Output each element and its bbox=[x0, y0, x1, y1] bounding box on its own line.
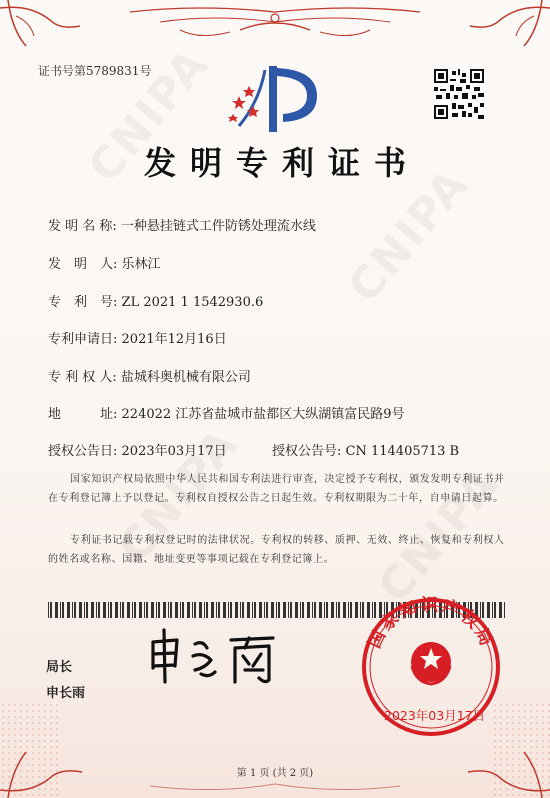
body-paragraph-1: 国家知识产权局依照中华人民共和国专利法进行审查，决定授予专利权，颁发发明专利证书并在专利登记簿上予以登记。专利权自授权公告之日起生效。专利权期限为二十年，自申请日起算。 bbox=[48, 474, 505, 504]
field-value: 2023年03月17日 bbox=[121, 444, 227, 459]
field-patentee bbox=[48, 366, 251, 385]
seal-date: 2023年03月17日 bbox=[384, 708, 486, 723]
signature-name: 申长雨 bbox=[46, 686, 86, 701]
signature-title: 局长 bbox=[46, 660, 73, 675]
field-address bbox=[48, 403, 405, 422]
qr-code-icon bbox=[434, 69, 484, 119]
field-grant-number bbox=[272, 440, 459, 459]
field-label: 授权公告号: bbox=[272, 444, 342, 459]
field-label: 发 明 名 称: bbox=[48, 219, 117, 234]
field-value: 盐城科奥机械有限公司 bbox=[120, 370, 251, 385]
body-paragraph-2: 专利证书记载专利权登记时的法律状况。专利权的转移、质押、无效、终止、恢复和专利权人的姓名或名称、国籍、地址变更等事项记载在专利登记簿上。 bbox=[48, 535, 505, 565]
page-indicator: 第 1 页 (共 2 页) bbox=[236, 768, 314, 779]
handwritten-signature bbox=[145, 626, 285, 686]
field-value: 乐林江 bbox=[121, 257, 161, 272]
field-label: 地 址: bbox=[48, 407, 118, 422]
field-application-date bbox=[48, 328, 227, 347]
field-inventor bbox=[48, 253, 161, 272]
field-value: CN 114405713 B bbox=[345, 444, 460, 459]
field-invention-name bbox=[48, 215, 316, 234]
field-label: 专利申请日: bbox=[48, 332, 118, 347]
field-label: 授权公告日: bbox=[48, 444, 118, 459]
field-value: 一种悬挂链式工件防锈处理流水线 bbox=[120, 219, 316, 234]
certificate-number: 证书号第5789831号 bbox=[38, 64, 152, 78]
field-value: ZL 2021 1 1542930.6 bbox=[121, 295, 264, 310]
certificate-title: 发明专利证书 bbox=[143, 144, 420, 182]
national-emblem-icon bbox=[411, 642, 451, 684]
field-label: 发 明 人: bbox=[48, 257, 118, 272]
field-patent-number bbox=[48, 291, 263, 310]
field-grant-date bbox=[48, 440, 227, 459]
field-value: 224022 江苏省盐城市盐都区大纵湖镇富民路9号 bbox=[121, 407, 405, 422]
field-value: 2021年12月16日 bbox=[121, 332, 227, 347]
cnipa-logo-icon bbox=[225, 62, 325, 134]
field-label: 专 利 号: bbox=[48, 295, 118, 310]
field-label: 专 利 权 人: bbox=[48, 370, 117, 385]
svg-text:国家知识产权局: 国家知识产权局 bbox=[364, 596, 498, 652]
